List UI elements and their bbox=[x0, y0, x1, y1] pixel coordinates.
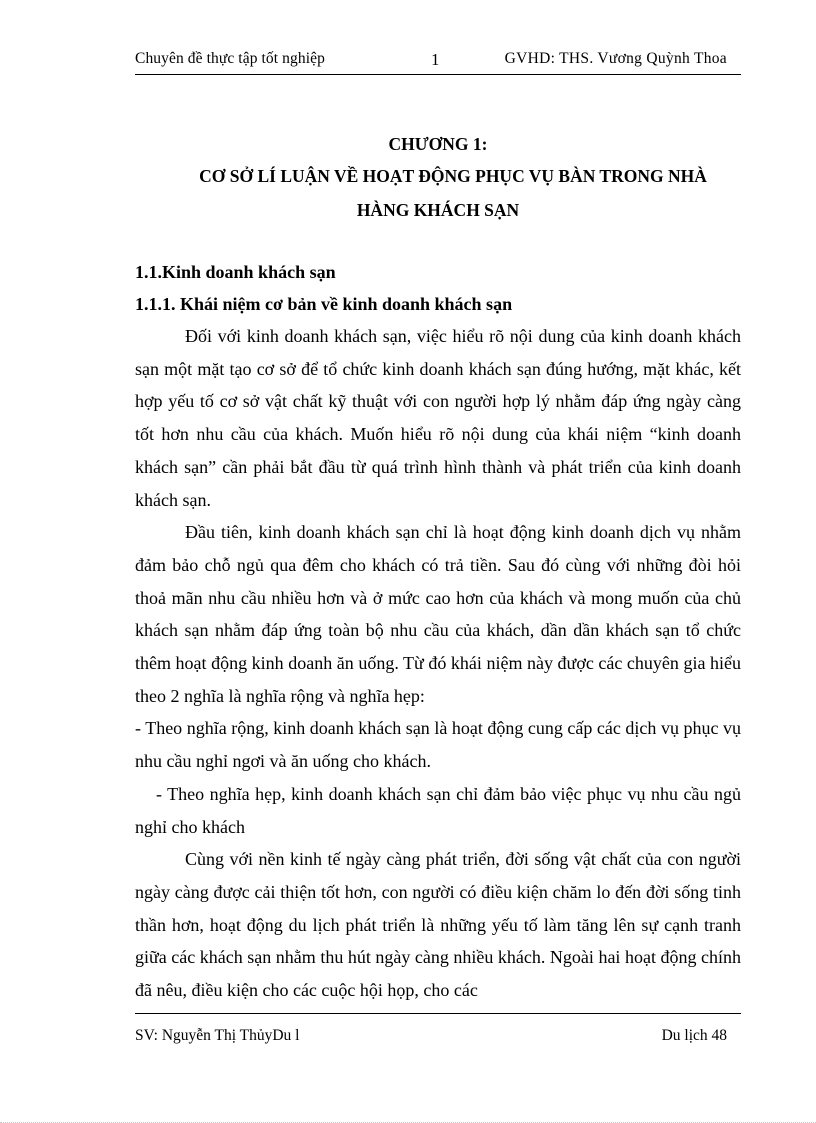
footer-student: SV: Nguyễn Thị ThủyDu l bbox=[135, 1027, 300, 1044]
header-title: Chuyên đề thực tập tốt nghiệp bbox=[135, 50, 325, 67]
paragraph-2: Đầu tiên, kinh doanh khách sạn chỉ là hoạt động kinh doanh dịch vụ nhằm đảm bảo chỗ ngủ qua đêm cho khách có trả tiền. Sau đó cùng với những đòi hỏi thoả mãn nhu cầu nhiều hơn và ở mức cao hơn của khách và mong muốn của chủ khách sạn nhằm đáp ứng toàn bộ nhu cầu của khách, dần dần khách sạn tổ chức thêm hoạt động kinh doanh ăn uống. Từ đó khái niệm này được các chuyên gia hiểu theo 2 nghĩa là nghĩa rộng và nghĩa hẹp: bbox=[135, 522, 741, 706]
chapter-number: CHƯƠNG 1: bbox=[388, 134, 488, 154]
header-advisor: GVHD: THS. Vương Quỳnh Thoa bbox=[504, 50, 727, 67]
paragraph-5: Cùng với nền kinh tế ngày càng phát triển, đời sống vật chất của con người ngày càng được cải thiện tốt hơn, con người có điều kiện chăm lo đến đời sống tinh thần hơn, hoạt động du lịch phát triển là những yếu tố làm tăng lên sự cạnh tranh giữa các khách sạn nhằm thu hút ngày càng nhiều khách. Ngoài hai hoạt động chính đã nêu, điều kiện cho các cuộc hội họp, cho các bbox=[135, 849, 741, 1001]
page-footer bbox=[135, 1013, 741, 1044]
footer-class: Du lịch 48 bbox=[661, 1027, 727, 1044]
paragraph-broad-meaning: - Theo nghĩa rộng, kinh doanh khách sạn là hoạt động cung cấp các dịch vụ phục vụ nhu cầu nghỉ ngơi và ăn uống cho khách. bbox=[135, 718, 741, 772]
chapter-title-line-1: CƠ SỞ LÍ LUẬN VỀ HOẠT ĐỘNG PHỤC VỤ BÀN TRONG NHÀ bbox=[199, 166, 707, 186]
page-number: 1 bbox=[431, 50, 440, 69]
paragraph-narrow-meaning: - Theo nghĩa hẹp, kinh doanh khách sạn chỉ đảm bảo việc phục vụ nhu cầu ngủ nghỉ cho khách bbox=[135, 783, 741, 837]
body-text bbox=[135, 320, 741, 1007]
subsection-heading: 1.1.1. Khái niệm cơ bản về kinh doanh khách sạn bbox=[135, 294, 513, 314]
chapter-title-line-2: HÀNG KHÁCH SẠN bbox=[356, 200, 520, 220]
section-heading: 1.1.Kinh doanh khách sạn bbox=[135, 262, 336, 282]
page-header bbox=[135, 46, 741, 75]
paragraph-1: Đối với kinh doanh khách sạn, việc hiểu rõ nội dung của kinh doanh khách sạn một mặt tạo cơ sở để tổ chức kinh doanh khách sạn đúng hướng, mặt khác, kết hợp yếu tố cơ sở vật chất kỹ thuật với con người hợp lý nhằm đáp ứng ngày càng tốt hơn nhu cầu của khách. Muốn hiểu rõ nội dung của khái niệm “kinh doanh khách sạn” cần phải bắt đầu từ quá trình hình thành và phát triển của kinh doanh khách sạn. bbox=[135, 326, 741, 510]
